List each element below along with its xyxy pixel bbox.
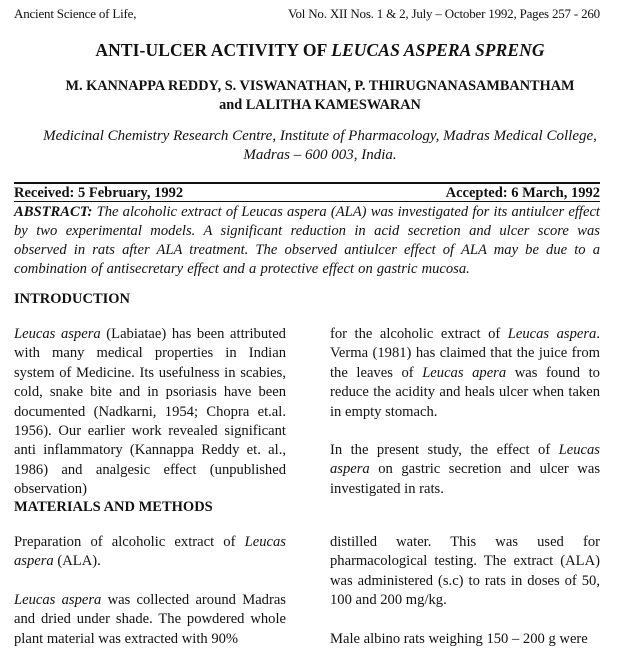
paragraph-text: for the alcoholic extract of (330, 326, 508, 342)
introduction-right-column (330, 325, 600, 499)
paragraph-text: . Verma (1981) has claimed that the juice from the leaves of (330, 326, 600, 381)
methods-right-column (330, 533, 600, 649)
species-name: Leucas aspera (14, 326, 101, 342)
paragraph-text: Preparation of alcoholic extract of (14, 534, 245, 550)
methods-left-column (14, 533, 286, 649)
paper-title (0, 40, 640, 61)
methods-paragraph-1 (14, 533, 286, 572)
paragraph-text: (Labiatae) has been attributed with many medical properties in Indian system of Medicine. Its usefulness in scabies, cold, snake bite and in psoriasis have been documented (Nadkarni, 1954; Chopra et.al. 1956). Our earlier work revealed significant anti inflammatory (Kannappa Reddy et. al., 1986) and analgesic effect (unpublished observation) (14, 326, 286, 498)
bottom-rule-divider (14, 201, 600, 202)
species-name: Leucas apera (422, 364, 507, 381)
abstract-label: ABSTRACT: (14, 204, 93, 220)
running-head (14, 6, 600, 24)
introduction-paragraph-2 (330, 325, 600, 422)
paragraph-text: (ALA). (53, 553, 101, 570)
species-name: Leucas aspera (14, 591, 102, 608)
journal-name: Ancient Science of Life, (14, 6, 137, 21)
affiliation-line-2: Madras – 600 003, India. (243, 147, 397, 163)
author-list (0, 77, 640, 115)
accepted-date: Accepted: 6 March, 1992 (445, 185, 600, 201)
abstract (14, 203, 600, 279)
affiliation (0, 127, 640, 165)
introduction-paragraph-3 (330, 441, 600, 499)
methods-paragraph-2 (14, 591, 286, 649)
introduction-paragraph-1 (14, 325, 286, 500)
title-species: LEUCAS ASPERA SPRENG (331, 40, 545, 60)
section-heading-introduction: INTRODUCTION (14, 291, 131, 307)
authors-line-2: and LALITHA KAMESWARAN (219, 97, 421, 113)
species-name: Leucas aspera (330, 442, 600, 478)
issue-info: Vol No. XII Nos. 1 & 2, July – October 1992, Pages 257 - 260 (287, 6, 600, 21)
top-rule-divider (14, 182, 600, 184)
paragraph-text: on gastric secretion and ulcer was investigated in rats. (330, 461, 600, 497)
species-name: Leucas aspera (14, 534, 286, 570)
paragraph-text: In the present study, the effect of (330, 442, 559, 459)
affiliation-line-1: Medicinal Chemistry Research Centre, Institute of Pharmacology, Madras Medical College, (43, 128, 597, 144)
section-heading-methods: MATERIALS AND METHODS (14, 499, 213, 515)
methods-paragraph-4: Male albino rats weighing 150 – 200 g were (330, 630, 588, 647)
methods-paragraph-3: distilled water. This was used for pharmacological testing. The extract (ALA) was administered (s.c) to rats in doses of 50, 100 and 200 mg/kg. (330, 534, 600, 609)
received-date: Received: 5 February, 1992 (14, 185, 184, 201)
paragraph-text: was found to reduce the acidity and heals ulcer when taken in empty stomach. (330, 364, 600, 420)
submission-dates (14, 185, 600, 202)
species-name: Leucas aspera (507, 326, 597, 342)
abstract-text: The alcoholic extract of Leucas aspera (ALA) was investigated for its antiulcer effect by two experimental models. A significant reduction in acid secretion and ulcer score was observed in rats after ALA treatment. The observed antiulcer effect of ALA may be due to a combination of antisecretary effect and a protective effect on gastric mucosa. (14, 204, 600, 277)
title-plain: ANTI-ULCER ACTIVITY OF (95, 40, 332, 60)
authors-line-1: M. KANNAPPA REDDY, S. VISWANATHAN, P. THIRUGNANASAMBANTHAM (65, 78, 575, 94)
introduction-left-column (14, 325, 286, 500)
paragraph-text: was collected around Madras and dried under shade. The powdered whole plant material was extracted with 90% (14, 591, 286, 647)
